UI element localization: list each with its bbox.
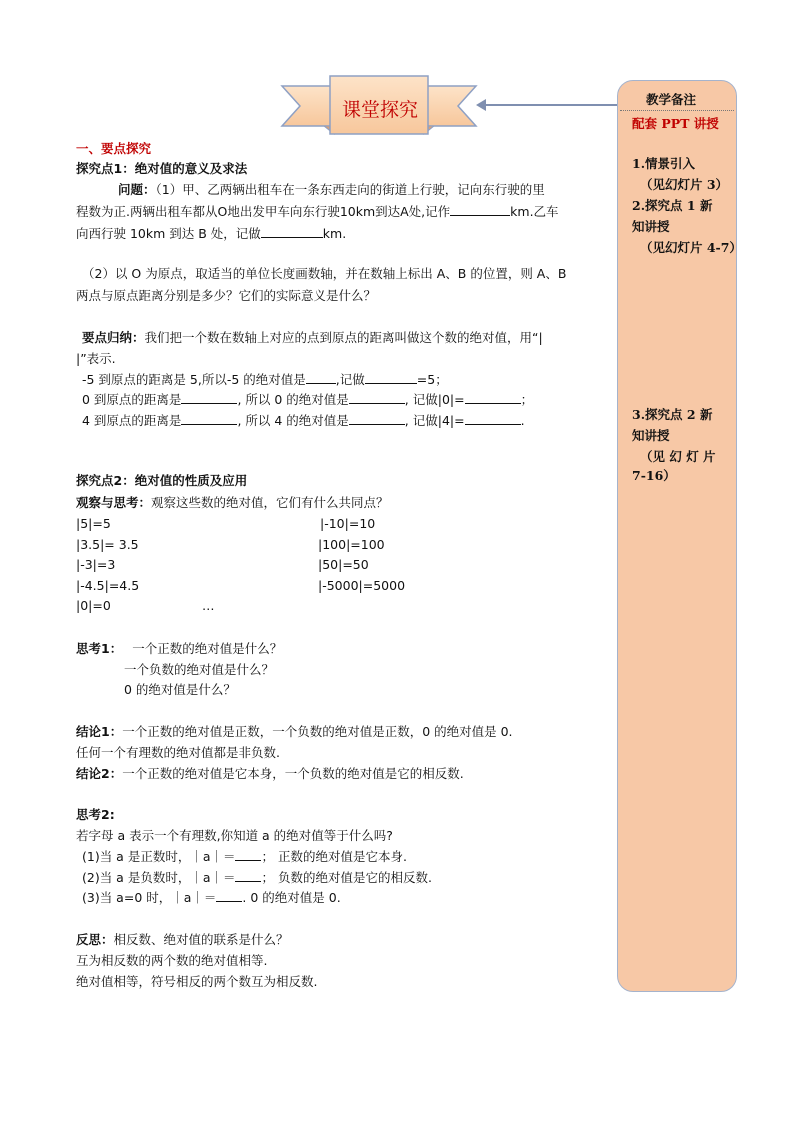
conclusion2-label: 结论2： — [76, 766, 123, 781]
point2-heading: 探究点2：绝对值的性质及应用 — [76, 473, 248, 488]
abs-example-left: |3.5|= 3.5 — [76, 537, 139, 552]
example-line-2: 0 到原点的距离是 , 所以 0 的绝对值是 , 记做|0|= ； — [82, 392, 534, 407]
think1-line-1: 思考1： 一个正数的绝对值是什么？ — [76, 641, 283, 656]
notes-item-3-ref-line1: （见 幻 灯 片 — [640, 449, 716, 464]
abs-example-right: |-5000|=5000 — [318, 578, 406, 593]
answer-blank[interactable] — [181, 391, 237, 404]
answer-blank[interactable] — [235, 869, 261, 882]
problem-line-3: 向西行驶 10km 到达 B 处，记做 km. — [76, 226, 347, 241]
case-2-line: (2)当 a 是负数时，｜a｜＝ ； 负数的绝对值是它的相反数. — [82, 870, 432, 885]
answer-blank[interactable] — [349, 412, 405, 425]
notes-divider — [620, 110, 734, 111]
answer-blank[interactable] — [306, 371, 336, 384]
banner-title: 课堂探究 — [341, 99, 418, 121]
observe-label: 观察与思考： — [76, 495, 152, 510]
answer-blank[interactable] — [181, 412, 237, 425]
answer-blank[interactable] — [365, 371, 417, 384]
abs-example-left: |-4.5|=4.5 — [76, 578, 140, 593]
arrow-connector — [484, 104, 618, 106]
notes-item-2-line2: 知讲授 — [632, 219, 670, 234]
problem-label: 问题： — [118, 182, 156, 197]
summary-label: 要点归纳： — [82, 330, 145, 345]
think2-label: 思考2: — [76, 807, 115, 822]
conclusion1-line: 结论1：一个正数的绝对值是正数，一个负数的绝对值是正数，0 的绝对值是 0. — [76, 724, 513, 739]
problem-line-1: 问题：（1）甲、乙两辆出租车在一条东西走向的街道上行驶，记向东行驶的里 — [118, 182, 545, 197]
point1-heading: 探究点1：绝对值的意义及求法 — [76, 161, 248, 176]
notes-item-3-line2: 知讲授 — [632, 428, 670, 443]
question-2-line-2: 两点与原点距离分别是多少？它们的实际意义是什么？ — [76, 288, 377, 303]
example-line-3: 4 到原点的距离是 , 所以 4 的绝对值是 , 记做|4|= . — [82, 413, 525, 428]
notes-item-1: 1.情景引入 — [632, 156, 696, 171]
answer-blank[interactable] — [235, 848, 261, 861]
abs-example-left: |0|=0 — [76, 598, 111, 613]
ellipsis: … — [202, 598, 215, 613]
case-3-line: (3)当 a=0 时，｜a｜＝ . 0 的绝对值是 0. — [82, 890, 341, 905]
think2-intro: 若字母 a 表示一个有理数,你知道 a 的绝对值等于什么吗? — [76, 828, 393, 843]
reflection-label: 反思： — [76, 932, 114, 947]
abs-example-right: |-10|=10 — [320, 516, 376, 531]
abs-example-right: |100|=100 — [318, 537, 385, 552]
reflection-line-2: 互为相反数的两个数的绝对值相等. — [76, 953, 268, 968]
think1-label: 思考1： — [76, 641, 123, 656]
observe-line: 观察与思考：观察这些数的绝对值，它们有什么共同点？ — [76, 495, 389, 510]
summary-line-1: 要点归纳：我们把一个数在数轴上对应的点到原点的距离叫做这个数的绝对值，用“| — [82, 330, 543, 345]
abs-example-left: |-3|=3 — [76, 557, 116, 572]
conclusion1-line-2: 任何一个有理数的绝对值都是非负数. — [76, 745, 280, 760]
answer-blank[interactable] — [349, 391, 405, 404]
notes-item-2-ref: （见幻灯片 4-7） — [640, 240, 742, 255]
reflection-line-3: 绝对值相等，符号相反的两个数互为相反数. — [76, 974, 318, 989]
notes-item-3-line1: 3.探究点 2 新 — [632, 407, 713, 422]
answer-blank[interactable] — [465, 412, 521, 425]
notes-item-1-ref: （见幻灯片 3） — [640, 177, 729, 192]
answer-blank[interactable] — [450, 203, 510, 216]
answer-blank[interactable] — [261, 225, 323, 238]
case-1-line: (1)当 a 是正数时，｜a｜＝ ； 正数的绝对值是它本身. — [82, 849, 407, 864]
abs-example-right: |50|=50 — [318, 557, 369, 572]
notes-header: 教学备注 — [646, 92, 697, 107]
example-line-1: -5 到原点的距离是 5,所以-5 的绝对值是 ,记做 =5； — [82, 372, 448, 387]
think1-line-3: 0 的绝对值是什么？ — [124, 682, 236, 697]
reflection-line: 反思：相反数、绝对值的联系是什么？ — [76, 932, 289, 947]
section-heading: 一、要点探究 — [76, 141, 152, 156]
conclusion1-label: 结论1： — [76, 724, 123, 739]
think1-line-2: 一个负数的绝对值是什么？ — [124, 662, 275, 677]
answer-blank[interactable] — [465, 391, 521, 404]
notes-item-3-ref-line2: 7-16） — [632, 468, 676, 483]
answer-blank[interactable] — [216, 889, 242, 902]
question-2-line-1: （2）以 O 为原点，取适当的单位长度画数轴，并在数轴上标出 A、B 的位置，则 A、B — [82, 266, 567, 281]
notes-subtitle: 配套 PPT 讲授 — [632, 116, 719, 131]
abs-example-left: |5|=5 — [76, 516, 111, 531]
problem-line-2: 程数为正.两辆出租车都从O地出发甲车向东行驶10km到达A处,记作 km.乙车 — [76, 204, 559, 219]
conclusion2-line: 结论2：一个正数的绝对值是它本身，一个负数的绝对值是它的相反数. — [76, 766, 464, 781]
summary-line-2: |”表示. — [76, 351, 116, 366]
notes-item-2-line1: 2.探究点 1 新 — [632, 198, 713, 213]
